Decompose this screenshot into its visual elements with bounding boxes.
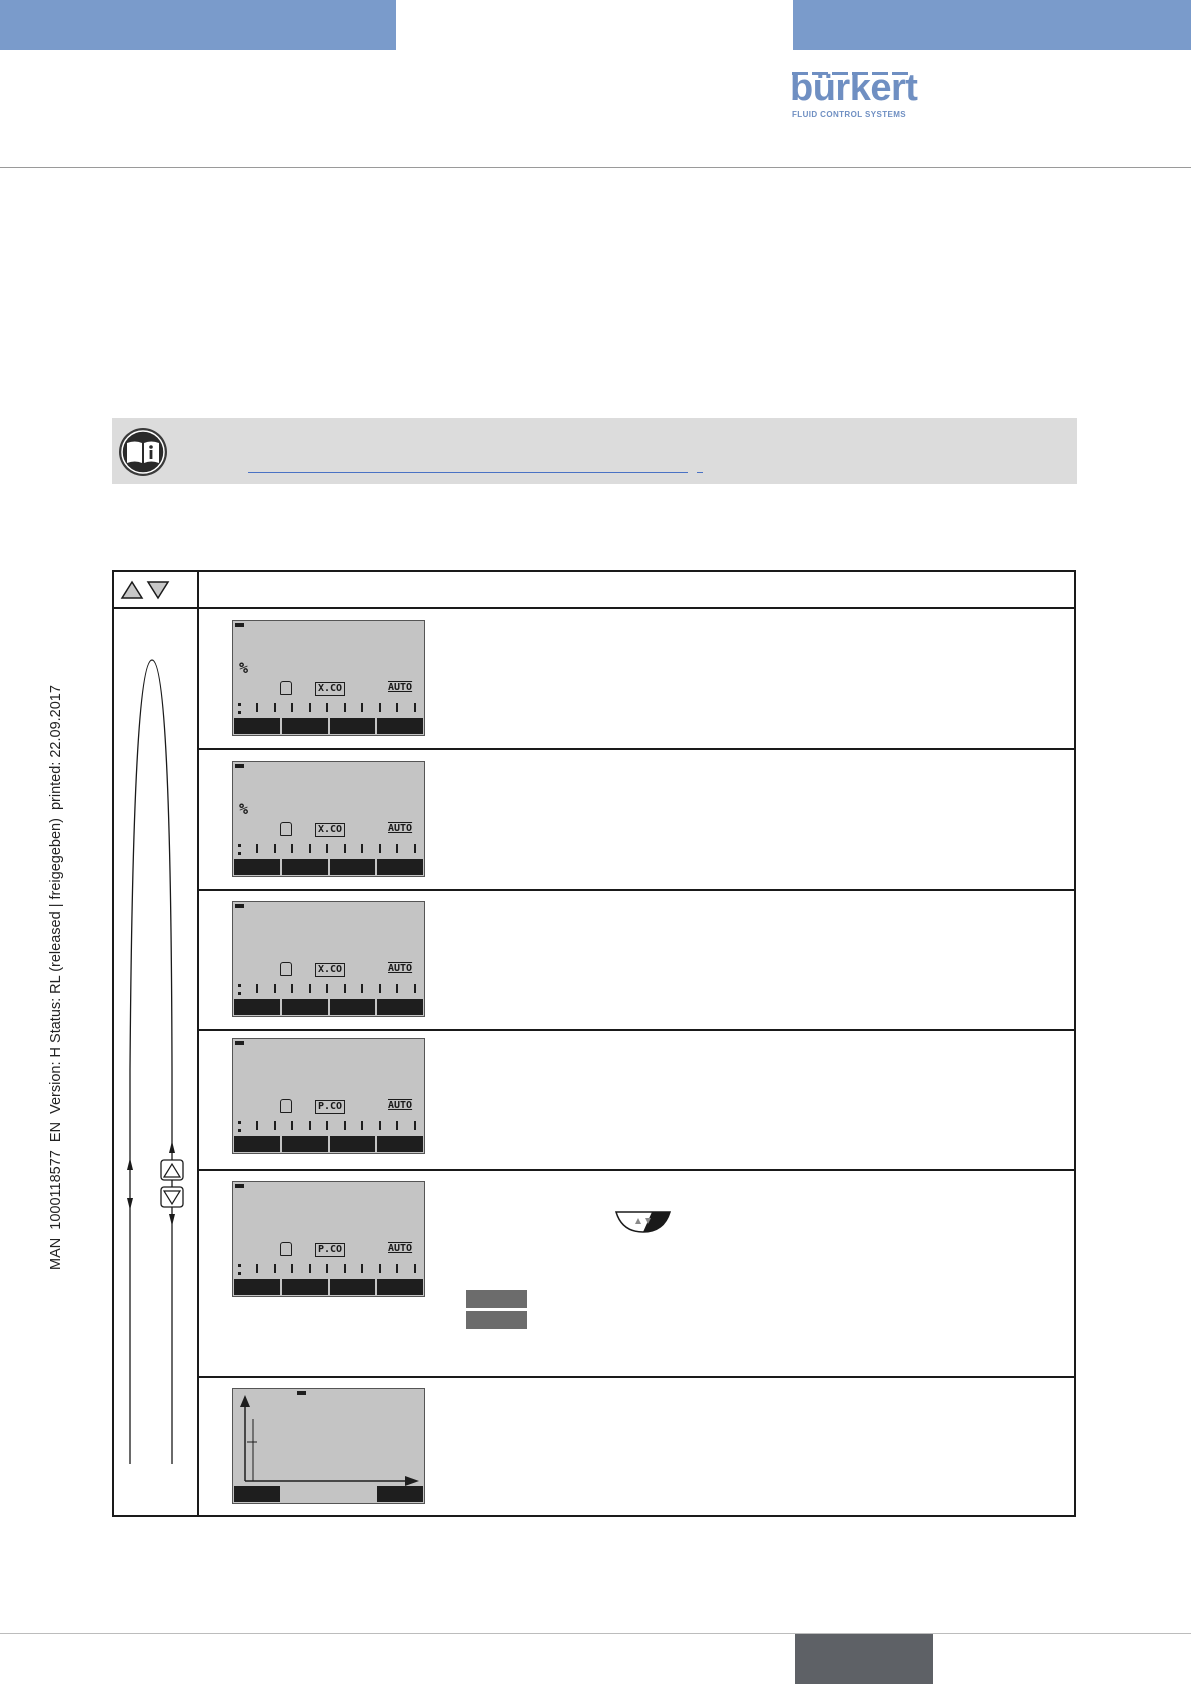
scale-tick	[361, 1264, 363, 1273]
softkey-label-button	[466, 1311, 527, 1329]
scale-tick	[309, 844, 311, 853]
arrow-keys-header	[120, 580, 170, 600]
softkey[interactable]	[377, 1486, 423, 1502]
scale-ticks	[239, 1121, 420, 1133]
softkey[interactable]	[282, 1279, 328, 1295]
softkey[interactable]	[234, 859, 280, 875]
softkey[interactable]	[282, 1136, 328, 1152]
scale-tick	[291, 1121, 293, 1130]
lcd-screen-4	[232, 1038, 425, 1154]
table-header-divider	[112, 607, 1076, 609]
scale-tick	[344, 1121, 346, 1130]
softkey[interactable]	[282, 999, 328, 1015]
percent-symbol: %	[239, 659, 249, 677]
scale-tick	[256, 1264, 258, 1273]
softkey[interactable]	[282, 718, 328, 734]
softkey-label-button	[466, 1290, 527, 1308]
scale-tick	[274, 1264, 276, 1273]
lcd-cursor	[235, 904, 244, 908]
arrow-up-icon	[122, 582, 142, 598]
table-row-divider	[197, 1029, 1076, 1031]
scale-tick	[396, 844, 398, 853]
lcd-screen-1	[232, 620, 425, 736]
table-row-divider	[197, 1376, 1076, 1378]
header-bar-right	[793, 0, 1191, 50]
scale-ticks	[239, 703, 420, 715]
scale-tick	[256, 844, 258, 853]
lock-icon	[280, 681, 292, 695]
scale-tick	[256, 703, 258, 712]
navigation-loop-diagram	[115, 650, 195, 1470]
softkey[interactable]	[377, 999, 423, 1015]
company-tagline: FLUID CONTROL SYSTEMS	[792, 110, 907, 119]
softkey[interactable]	[234, 1279, 280, 1295]
lcd-cursor	[235, 1041, 244, 1045]
table-column-divider	[197, 570, 199, 1517]
softkey-bar	[234, 1279, 423, 1295]
scale-tick	[291, 844, 293, 853]
scale-tick	[344, 844, 346, 853]
scale-tick	[379, 844, 381, 853]
softkey[interactable]	[330, 1136, 376, 1152]
scale-tick	[309, 1121, 311, 1130]
percent-symbol: %	[239, 800, 249, 818]
scale-tick	[414, 844, 416, 853]
company-logo: bürkert	[790, 67, 918, 109]
note-link[interactable]	[248, 472, 688, 473]
document-status-text: MAN 1000118577 EN Version: H Status: RL (released | freigegeben) printed: 22.09.2017	[48, 685, 64, 1270]
scale-tick	[361, 844, 363, 853]
scale-tick	[414, 1121, 416, 1130]
softkey[interactable]	[330, 718, 376, 734]
arrow-down-icon	[148, 582, 168, 598]
graph-axes	[233, 1389, 426, 1489]
page-number-box	[795, 1634, 933, 1684]
softkey[interactable]	[234, 999, 280, 1015]
mode-label: X.CO	[315, 823, 345, 837]
scale-ticks	[239, 1264, 420, 1276]
scale-ticks	[239, 984, 420, 996]
softkey-bar	[234, 1486, 423, 1502]
mode-label: X.CO	[315, 682, 345, 696]
scale-ticks	[239, 844, 420, 856]
scale-tick	[361, 1121, 363, 1130]
down-key-icon	[161, 1187, 183, 1207]
scale-tick	[326, 984, 328, 993]
scale-tick	[291, 1264, 293, 1273]
lcd-screen-3	[232, 901, 425, 1017]
auto-label: AUTO	[388, 963, 413, 974]
scale-tick	[379, 1121, 381, 1130]
softkey[interactable]	[234, 1486, 280, 1502]
scale-tick	[326, 844, 328, 853]
scale-tick	[309, 984, 311, 993]
softkey[interactable]	[377, 718, 423, 734]
scale-tick	[361, 703, 363, 712]
scale-tick	[414, 703, 416, 712]
scale-tick	[309, 703, 311, 712]
softkey-bar	[234, 718, 423, 734]
softkey[interactable]	[234, 1136, 280, 1152]
softkey-bar	[234, 999, 423, 1015]
table-row-divider	[197, 889, 1076, 891]
softkey[interactable]	[330, 999, 376, 1015]
auto-label: AUTO	[388, 823, 413, 834]
scale-tick	[274, 984, 276, 993]
scale-tick	[344, 984, 346, 993]
note-link-tail	[697, 472, 703, 473]
scale-tick	[414, 984, 416, 993]
softkey[interactable]	[330, 859, 376, 875]
lcd-cursor	[235, 764, 244, 768]
mode-label: P.CO	[315, 1243, 345, 1257]
note-box	[112, 418, 1077, 484]
mode-label: P.CO	[315, 1100, 345, 1114]
table-row-divider	[197, 748, 1076, 750]
scale-tick	[326, 1264, 328, 1273]
lock-icon	[280, 822, 292, 836]
softkey[interactable]	[377, 859, 423, 875]
auto-label: AUTO	[388, 1100, 413, 1111]
mode-label: X.CO	[315, 963, 345, 977]
softkey[interactable]	[377, 1279, 423, 1295]
scale-tick	[379, 703, 381, 712]
auto-label: AUTO	[388, 1243, 413, 1254]
table-row-divider	[197, 1169, 1076, 1171]
scale-tick	[396, 1264, 398, 1273]
scale-tick	[396, 703, 398, 712]
scale-tick	[379, 1264, 381, 1273]
header-rule	[0, 167, 1191, 168]
scale-tick	[274, 1121, 276, 1130]
scale-tick	[326, 1121, 328, 1130]
softkey-bar	[234, 1136, 423, 1152]
lock-icon	[280, 962, 292, 976]
header-bar-left	[0, 0, 396, 50]
scale-tick	[256, 984, 258, 993]
arrow-keypad-icon	[614, 1210, 672, 1234]
lcd-cursor	[235, 1184, 244, 1188]
scale-tick	[326, 703, 328, 712]
scale-tick	[396, 1121, 398, 1130]
scale-tick	[291, 984, 293, 993]
up-key-icon	[161, 1160, 183, 1180]
softkey[interactable]	[234, 718, 280, 734]
scale-tick	[379, 984, 381, 993]
scale-tick	[274, 844, 276, 853]
lcd-screen-graph	[232, 1388, 425, 1504]
auto-label: AUTO	[388, 682, 413, 693]
scale-tick	[414, 1264, 416, 1273]
softkey[interactable]	[282, 859, 328, 875]
lock-icon	[280, 1242, 292, 1256]
lcd-screen-5	[232, 1181, 425, 1297]
softkey[interactable]	[330, 1279, 376, 1295]
lcd-cursor	[235, 623, 244, 627]
scale-tick	[396, 984, 398, 993]
lcd-screen-2	[232, 761, 425, 877]
scale-tick	[291, 703, 293, 712]
scale-tick	[344, 703, 346, 712]
footer-rule	[0, 1633, 1191, 1634]
scale-tick	[361, 984, 363, 993]
scale-tick	[256, 1121, 258, 1130]
softkey-bar	[234, 859, 423, 875]
softkey[interactable]	[377, 1136, 423, 1152]
scale-tick	[344, 1264, 346, 1273]
lock-icon	[280, 1099, 292, 1113]
manual-info-icon	[118, 427, 168, 477]
scale-tick	[274, 703, 276, 712]
scale-tick	[309, 1264, 311, 1273]
